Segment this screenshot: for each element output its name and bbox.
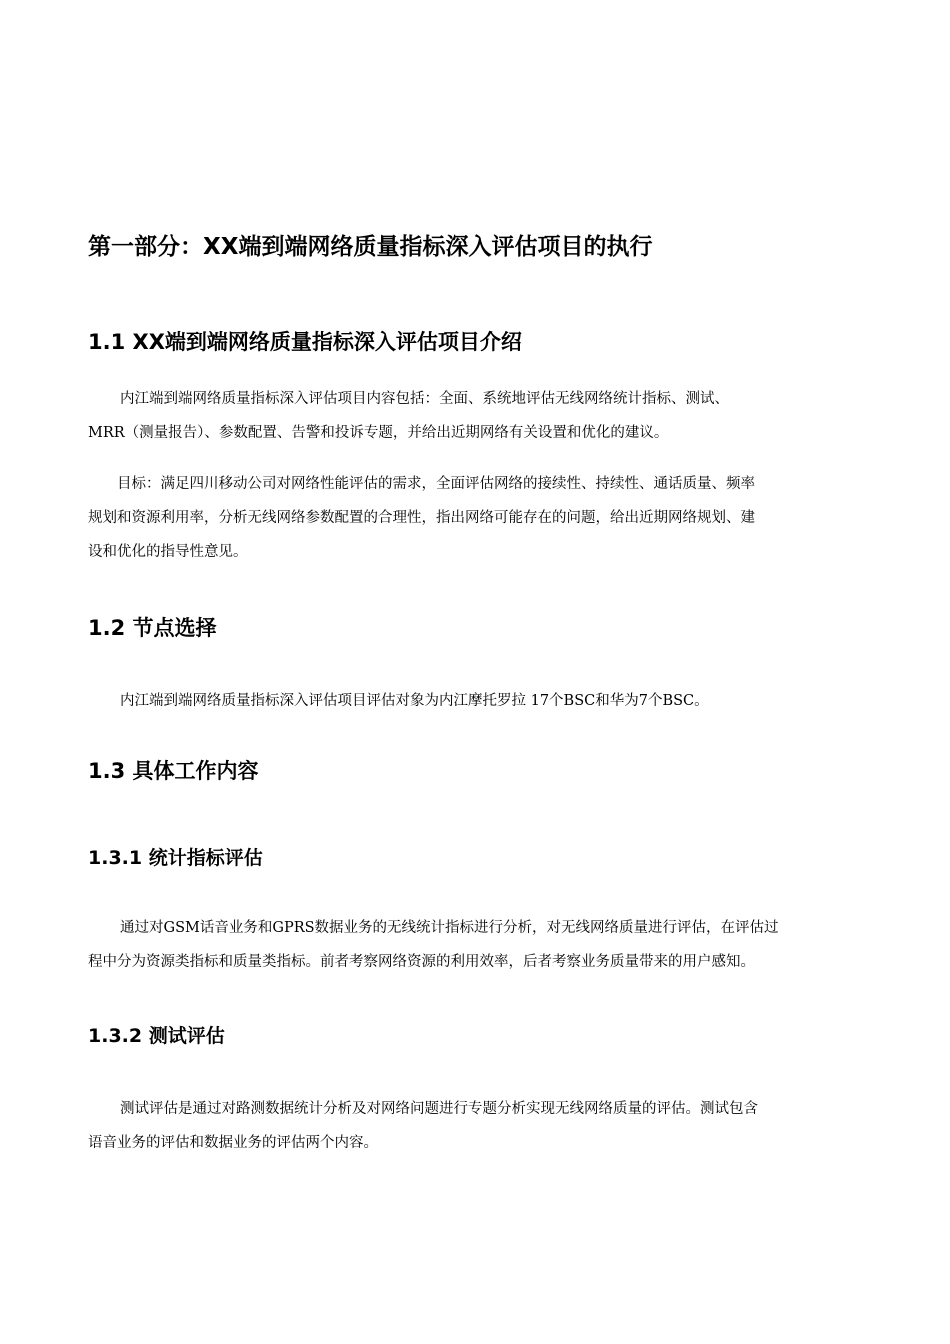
section-heading-1-3-1: 1.3.1 统计指标评估 bbox=[88, 847, 263, 869]
paragraph-line: 规划和资源利用率，分析无线网络参数配置的合理性，指出网络可能存在的问题，给出近期网络规划、建 bbox=[88, 510, 755, 526]
paragraph-line: 语音业务的评估和数据业务的评估两个内容。 bbox=[88, 1135, 378, 1151]
section-heading-1-3-2: 1.3.2 测试评估 bbox=[88, 1025, 225, 1047]
section-1-3-1-paragraph-1 bbox=[88, 911, 878, 979]
paragraph-line: 内江端到端网络质量指标深入评估项目评估对象为内江摩托罗拉 17个BSC和华为7个BSC。 bbox=[120, 693, 709, 709]
section-heading-1-3: 1.3 具体工作内容 bbox=[88, 759, 259, 783]
paragraph-line: 通过对GSM话音业务和GPRS数据业务的无线统计指标进行分析，对无线网络质量进行评估，在评估过 bbox=[120, 920, 779, 936]
section-1-1-paragraph-1 bbox=[88, 382, 878, 450]
section-1-1-paragraph-2 bbox=[88, 467, 878, 569]
section-1-2-paragraph-1 bbox=[88, 684, 878, 718]
paragraph-line: MRR（测量报告）、参数配置、告警和投诉专题，并给出近期网络有关设置和优化的建议。 bbox=[88, 425, 669, 441]
section-1-3-2-paragraph-1 bbox=[88, 1092, 878, 1160]
paragraph-line: 程中分为资源类指标和质量类指标。前者考察网络资源的利用效率，后者考察业务质量带来的用户感知。 bbox=[88, 954, 755, 970]
paragraph-line: 设和优化的指导性意见。 bbox=[88, 544, 248, 560]
paragraph-line: 内江端到端网络质量指标深入评估项目内容包括：全面、系统地评估无线网络统计指标、测试、 bbox=[120, 391, 729, 407]
paragraph-line: 测试评估是通过对路测数据统计分析及对网络问题进行专题分析实现无线网络质量的评估。测试包含 bbox=[120, 1101, 758, 1117]
section-heading-1-1: 1.1 XX端到端网络质量指标深入评估项目介绍 bbox=[88, 330, 522, 354]
part-title: 第一部分：XX端到端网络质量指标深入评估项目的执行 bbox=[88, 234, 653, 260]
paragraph-line: 目标：满足四川移动公司对网络性能评估的需求，全面评估网络的接续性、持续性、通话质量、频率 bbox=[117, 476, 755, 492]
section-heading-1-2: 1.2 节点选择 bbox=[88, 616, 217, 640]
